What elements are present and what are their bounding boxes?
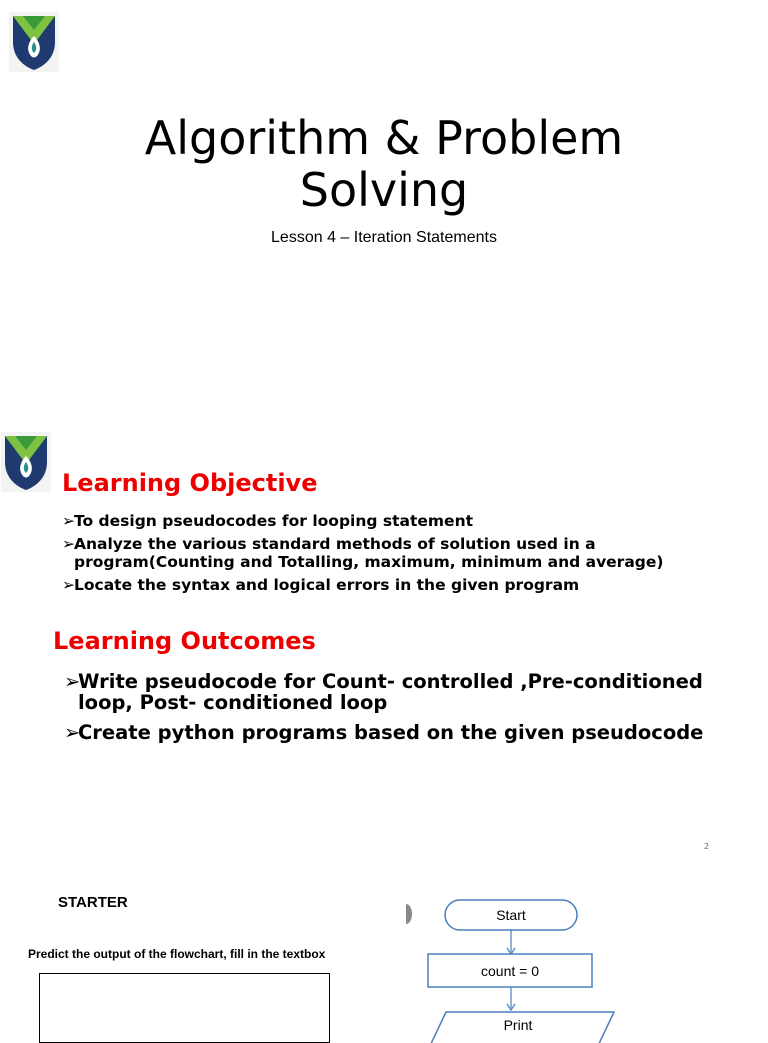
flowchart-start-label: Start bbox=[496, 907, 526, 923]
objectives-slide bbox=[0, 420, 768, 860]
flowchart-init-label: count = 0 bbox=[481, 963, 539, 979]
slide-title bbox=[0, 112, 768, 216]
list-item: ➢ Analyze the various standard methods of solution used in a program(Counting and Totalling, maximum, minimum and average) bbox=[62, 535, 664, 571]
list-item: ➢ Write pseudocode for Count- controlled ,Pre-conditioned loop, Post- conditioned loop bbox=[64, 670, 703, 714]
flowchart bbox=[400, 890, 640, 1033]
answer-textbox[interactable] bbox=[39, 973, 330, 1043]
bullet-arrow-icon: ➢ bbox=[62, 512, 75, 530]
title-slide bbox=[0, 0, 768, 420]
page-number: 2 bbox=[704, 842, 710, 851]
instruction-text: Predict the output of the flowchart, fill in the textbox bbox=[28, 947, 326, 961]
learning-outcomes-heading: Learning Outcomes bbox=[53, 627, 316, 655]
list-item: ➢ Locate the syntax and logical errors in the given program bbox=[62, 576, 580, 594]
objectives-list bbox=[62, 512, 722, 599]
list-item: ➢ Create python programs based on the given pseudocode bbox=[64, 721, 704, 744]
outcomes-list bbox=[64, 671, 744, 752]
title-line-1: Algorithm & Problem bbox=[144, 111, 624, 165]
bullet-arrow-icon: ➢ bbox=[64, 721, 81, 744]
slide-subtitle: Lesson 4 – Iteration Statements bbox=[271, 229, 497, 246]
bullet-arrow-icon: ➢ bbox=[62, 576, 75, 594]
school-crest-icon bbox=[9, 12, 59, 72]
list-item: ➢ To design pseudocodes for looping statement bbox=[62, 512, 474, 530]
flowchart-print-label: Print bbox=[503, 1017, 533, 1033]
bullet-arrow-icon: ➢ bbox=[64, 670, 81, 693]
learning-objective-heading: Learning Objective bbox=[62, 469, 318, 497]
starter-label: STARTER bbox=[58, 894, 128, 911]
school-crest-icon bbox=[1, 432, 51, 492]
starter-slide bbox=[0, 860, 768, 1033]
bullet-arrow-icon: ➢ bbox=[62, 535, 75, 553]
flowchart-edge-mark bbox=[406, 904, 412, 924]
title-line-2: Solving bbox=[299, 163, 469, 217]
